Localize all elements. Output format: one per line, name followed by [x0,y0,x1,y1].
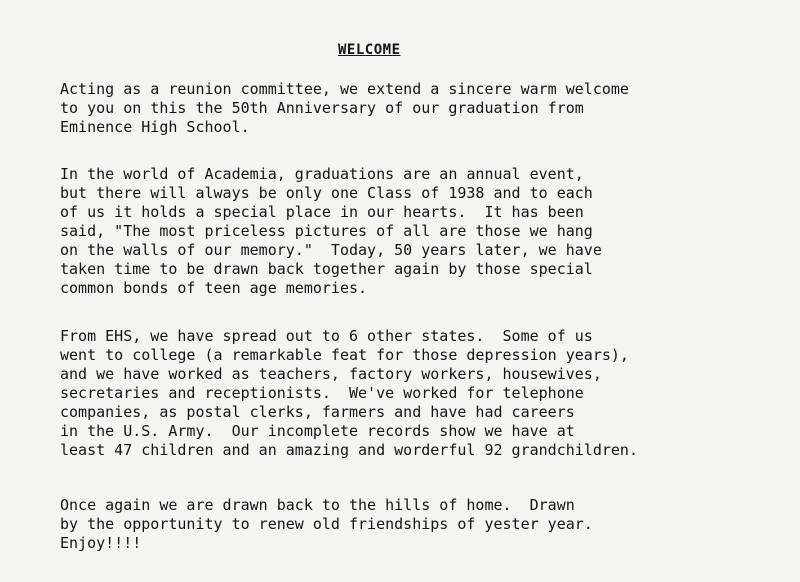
text-line: Once again we are drawn back to the hills of home. Drawn [60,496,575,514]
paragraph-3 [60,327,638,460]
text-line: From EHS, we have spread out to 6 other states. Some of us [60,327,593,345]
text-line: common bonds of teen age memories. [60,279,368,297]
text-line: went to college (a remarkable feat for those depression years), [60,346,629,364]
text-line: said, "The most priceless pictures of all are those we hang [60,222,593,240]
text-line: Eminence High School. [60,118,250,136]
text-line: Acting as a reunion committee, we extend a sincere warm welcome [60,80,629,98]
paragraph-2 [60,165,602,298]
text-line: In the world of Academia, graduations are an annual event, [60,165,584,183]
text-line: least 47 children and an amazing and worderful 92 grandchildren. [60,441,638,459]
text-line: taken time to be drawn back together again by those special [60,260,593,278]
paragraph-4 [60,496,593,553]
text-line: by the opportunity to renew old friendships of yester year. [60,515,593,533]
text-line: companies, as postal clerks, farmers and have had careers [60,403,575,421]
text-line: Enjoy!!!! [60,534,142,552]
text-line: but there will always be only one Class of 1938 and to each [60,184,593,202]
text-line: on the walls of our memory." Today, 50 years later, we have [60,241,602,259]
page-title: WELCOME [338,42,401,58]
text-line: and we have worked as teachers, factory workers, housewives, [60,365,602,383]
text-line: secretaries and receptionists. We've worked for telephone [60,384,584,402]
text-line: of us it holds a special place in our hearts. It has been [60,203,584,221]
text-line: to you on this the 50th Anniversary of our graduation from [60,99,584,117]
paragraph-1 [60,80,629,137]
text-line: in the U.S. Army. Our incomplete records show we have at [60,422,575,440]
